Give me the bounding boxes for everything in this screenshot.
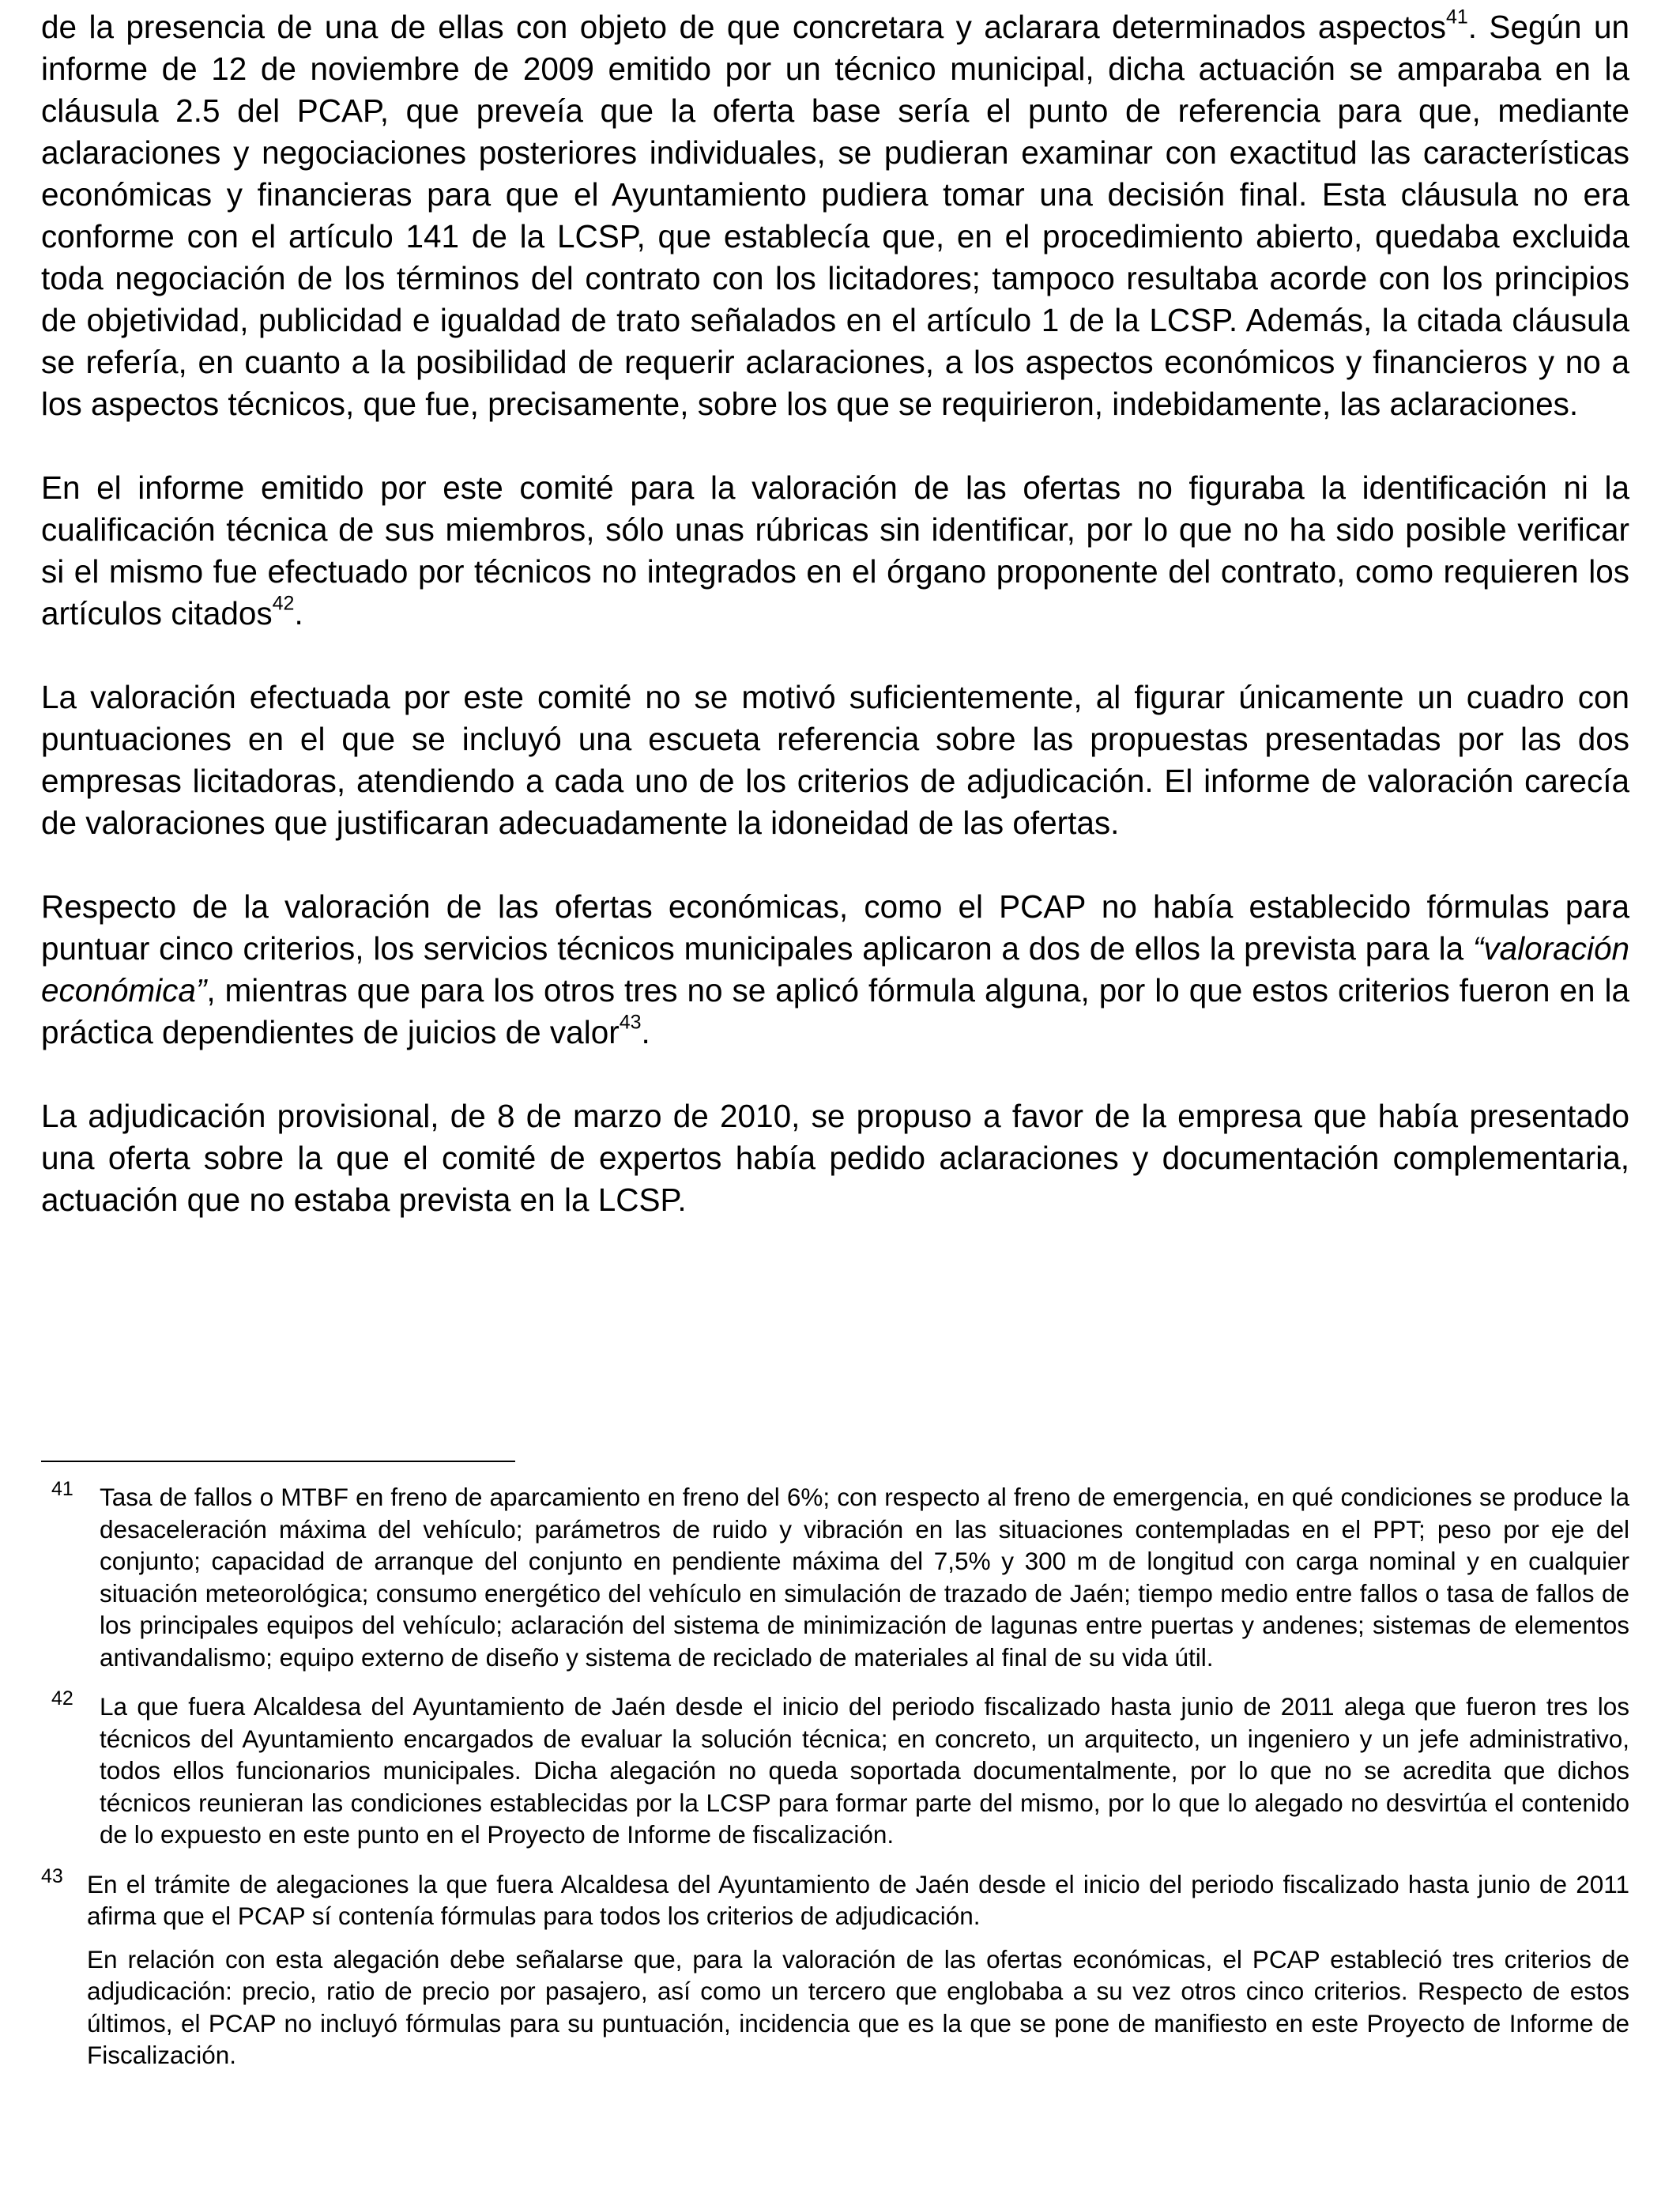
footnote-text (100, 1481, 1629, 1673)
footnote-text (100, 1691, 1629, 1851)
footnote-text (87, 1868, 1629, 2071)
footnote-number: 42 (51, 1687, 73, 1710)
paragraph-4 (41, 886, 1629, 1054)
paragraph-2-text-cont: . (294, 595, 303, 631)
footnote-separator (41, 1461, 515, 1462)
footnote-42 (41, 1687, 1629, 1851)
paragraph-2-text: En el informe emitido por este comité para la valoración de las ofertas no figuraba la identificación ni la cualificación técnica de sus miembros, sólo unas rúbricas sin identificar, por lo que no ha sido posible verificar si el mismo fue efectuado por técnicos no integrados en el órgano proponente del contrato, como requieren los artículos citados (41, 469, 1629, 631)
paragraph-4-text-end: . (641, 1014, 650, 1050)
paragraph-4-emphasis: “valoración económica” (41, 930, 1629, 1008)
footnote-number: 41 (51, 1478, 73, 1500)
footnote-ref-41[interactable]: 41 (1445, 6, 1468, 28)
footnote-paragraph: Tasa de fallos o MTBF en freno de aparcamiento en freno del 6%; con respecto al freno de emergencia, en qué condiciones se produce la desaceleración máxima del vehículo; parámetros de ruido y vibración en las situaciones contempladas en el PPT; peso por eje del conjunto; capacidad de arranque del conjunto en pendiente máxima del 7,5% y 300 m de longitud con carga nominal y en cualquier situación meteorológica; consumo energético del vehículo en simulación de trazado de Jaén; tiempo medio entre fallos o tasa de fallos de los principales equipos del vehículo; aclaración del sistema de minimización de lagunas entre puertas y andenes; sistemas de elementos antivandalismo; equipo externo de diseño y sistema de reciclado de materiales al final de su vida útil. (100, 1483, 1629, 1672)
footnote-43 (41, 1864, 1629, 2071)
footnote-paragraph: En el trámite de alegaciones la que fuera Alcaldesa del Ayuntamiento de Jaén desde el inicio del periodo fiscalizado hasta junio de 2011 afirma que el PCAP sí contenía fórmulas para todos los criterios de adjudicación. (87, 1869, 1629, 1930)
footnotes (41, 1478, 1629, 2089)
footnote-ref-42[interactable]: 42 (272, 592, 295, 615)
footnote-ref-43[interactable]: 43 (619, 1011, 642, 1034)
paragraph-4-text-cont: , mientras que para los otros tres no se aplicó fórmula alguna, por lo que estos criterios fueron en la práctica dependientes de juicios de valor (41, 972, 1629, 1050)
paragraph-3: La valoración efectuada por este comité no se motivó suficientemente, al figurar únicamente un cuadro con puntuaciones en el que se incluyó una escueta referencia sobre las propuestas presentadas por las dos empresas licitadoras, atendiendo a cada uno de los criterios de adjudicación. El informe de valoración carecía de valoraciones que justificaran adecuadamente la idoneidad de las ofertas. (41, 679, 1629, 841)
paragraph-1-text-cont: . Según un informe de 12 de noviembre de 2009 emitido por un técnico municipal, dicha actuación se amparaba en la cláusula 2.5 del PCAP, que preveía que la oferta base sería el punto de referencia para que, mediante aclaraciones y negociaciones posteriores individuales, se pudieran examinar con exactitud las características económicas y financieras para que el Ayuntamiento pudiera tomar una decisión final. Esta cláusula no era conforme con el artículo 141 de la LCSP, que establecía que, en el procedimiento abierto, quedaba excluida toda negociación de los términos del contrato con los licitadores; tampoco resultaba acorde con los principios de objetividad, publicidad e igualdad de trato señalados en el artículo 1 de la LCSP. Además, la citada cláusula se refería, en cuanto a la posibilidad de requerir aclaraciones, a los aspectos económicos y financieros y no a los aspectos técnicos, que fue, precisamente, sobre los que se requirieron, indebidamente, las aclaraciones. (41, 9, 1629, 422)
footnote-41 (41, 1478, 1629, 1673)
footnote-number: 43 (41, 1864, 63, 1887)
footnote-paragraph: La que fuera Alcaldesa del Ayuntamiento de Jaén desde el inicio del periodo fiscalizado hasta junio de 2011 alega que fueron tres los técnicos del Ayuntamiento encargados de evaluar la solución técnica; en concreto, un arquitecto, un ingeniero y un jefe administrativo, todos ellos funcionarios municipales. Dicha alegación no queda soportada documentalmente, por lo que no se acredita que dichos técnicos reunieran las condiciones establecidas por la LCSP para formar parte del mismo, por lo que lo alegado no desvirtúa el contenido de lo expuesto en este punto en el Proyecto de Informe de fiscalización. (100, 1692, 1629, 1849)
paragraph-2 (41, 467, 1629, 635)
paragraph-1 (41, 6, 1629, 425)
paragraph-5: La adjudicación provisional, de 8 de marzo de 2010, se propuso a favor de la empresa que había presentado una oferta sobre la que el comité de expertos había pedido aclaraciones y documentación complementaria, actuación que no estaba prevista en la LCSP. (41, 1098, 1629, 1218)
document-body (41, 6, 1629, 1263)
footnote-paragraph: En relación con esta alegación debe señalarse que, para la valoración de las ofertas económicas, el PCAP estableció tres criterios de adjudicación: precio, ratio de precio por pasajero, así como un tercero que englobaba a su vez otros cinco criterios. Respecto de estos últimos, el PCAP no incluyó fórmulas para su puntuación, incidencia que es la que se pone de manifiesto en este Proyecto de Informe de Fiscalización. (87, 1944, 1629, 2069)
paragraph-1-text: de la presencia de una de ellas con objeto de que concretara y aclarara determinados aspectos (41, 9, 1446, 45)
paragraph-4-text: Respecto de la valoración de las ofertas económicas, como el PCAP no había establecido fórmulas para puntuar cinco criterios, los servicios técnicos municipales aplicaron a dos de ellos la prevista para la (41, 888, 1629, 967)
